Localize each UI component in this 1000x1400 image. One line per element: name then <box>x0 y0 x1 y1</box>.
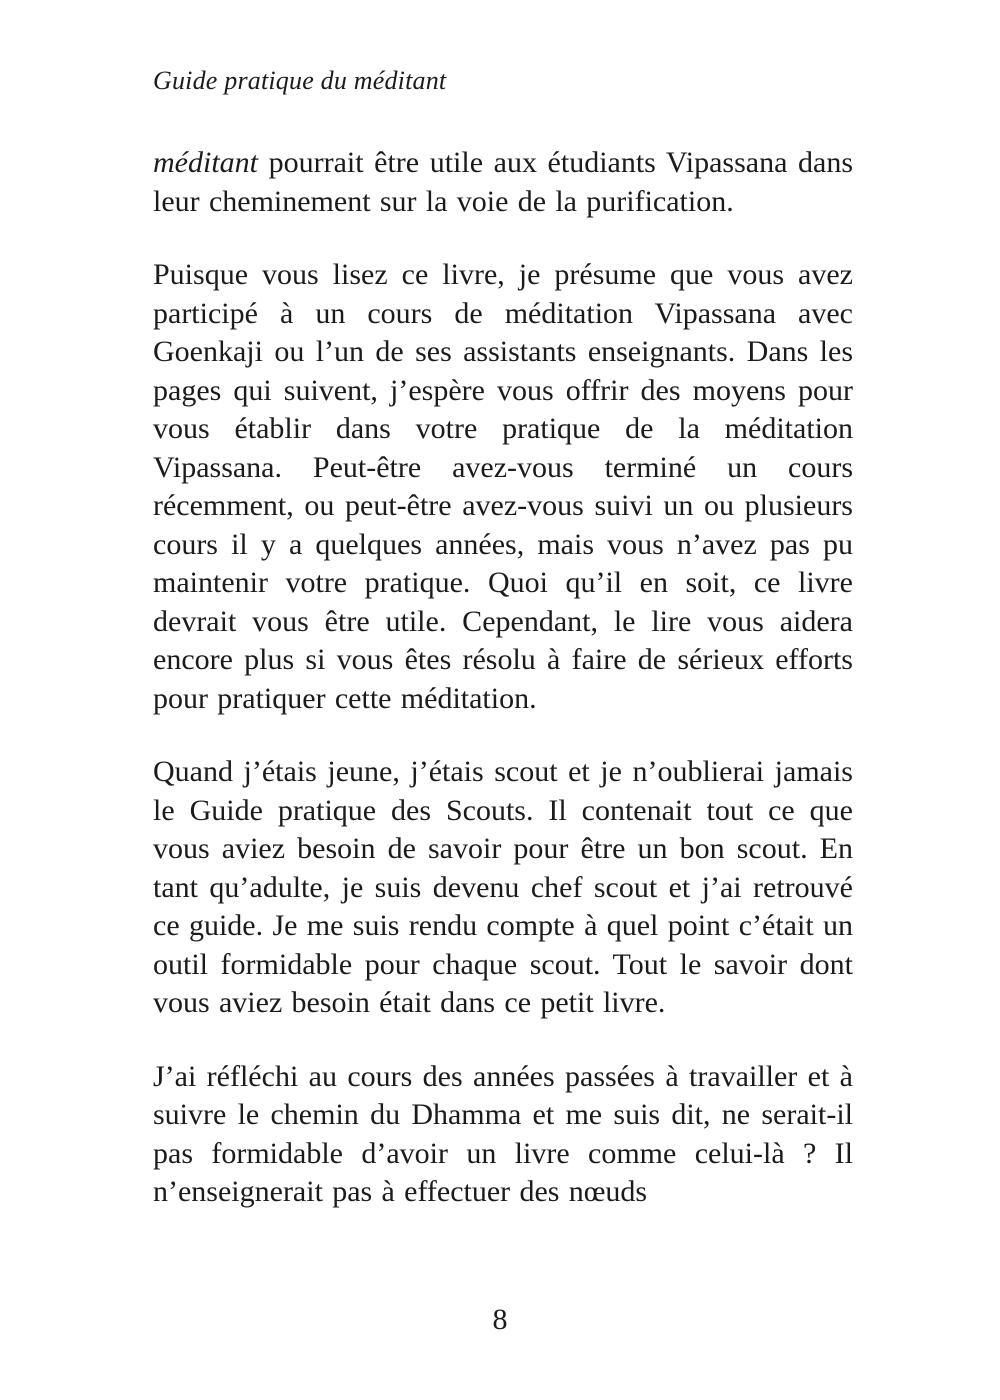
paragraph-3: Quand j’étais jeune, j’étais scout et je n’oublierai jamais le Guide pratique des Scouts. Il contenait tout ce que vous aviez besoin de savoir pour être un bon scout. En tant qu’adulte, je suis devenu chef scout et j’ai retrouvé ce guide. Je me suis rendu compte à quel point c’était un outil formidable pour chaque scout. Tout le savoir dont vous aviez besoin était dans ce petit livre. <box>153 755 853 1019</box>
page-number: 8 <box>492 1303 508 1336</box>
paragraph-2: Puisque vous lisez ce livre, je présume que vous avez participé à un cours de méditation Vipassana avec Goenkaji ou l’un de ses assistants enseignants. Dans les pages qui suivent, j’espère vous offrir des moyens pour vous établir dans votre pratique de la méditation Vipassana. Peut-être avez-vous terminé un cours récemment, ou peut-être avez-vous suivi un ou plusieurs cours il y a quelques années, mais vous n’avez pas pu maintenir votre pratique. Quoi qu’il en soit, ce livre devrait vous être utile. Cependant, le lire vous aidera encore plus si vous êtes résolu à faire de sérieux efforts pour pratiquer cette méditation. <box>153 258 853 715</box>
page-content <box>153 64 853 1212</box>
running-header: Guide pratique du méditant <box>153 66 447 95</box>
paragraph-1-italic-lead: méditant <box>153 146 258 179</box>
paragraph-1 <box>153 144 853 221</box>
paragraph-4: J’ai réfléchi au cours des années passées à travailler et à suivre le chemin du Dhamma et me suis dit, ne serait-il pas formidable d’avoir un livre comme celui-là ? Il n’enseignerait pas à effectuer des nœuds <box>153 1059 853 1208</box>
paragraph-1-text: pourrait être utile aux étudiants Vipassana dans leur cheminement sur la voie de la purification. <box>153 146 853 218</box>
